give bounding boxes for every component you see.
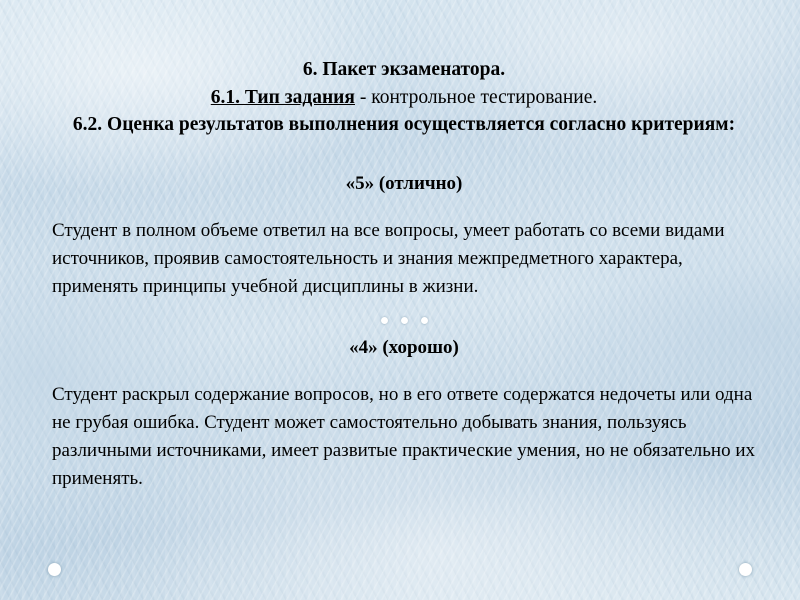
- grade-label-5: «5» (отлично): [345, 173, 463, 195]
- heading-line-2: [52, 84, 756, 112]
- spacer: [52, 359, 756, 381]
- spacer: [52, 195, 756, 217]
- slide-content: [52, 56, 756, 493]
- dot-icon: [381, 317, 388, 324]
- slide-heading: [52, 56, 756, 139]
- heading-line-1: 6. Пакет экзаменатора.: [302, 59, 506, 80]
- bullet-dot-icon-left: [48, 563, 61, 576]
- grade-description-4: Студент раскрыл содержание вопросов, но в его ответе содержатся недочеты или одна не грубая ошибка. Студент может самостоятельно добывать знания, пользуясь различными источниками, имеет развитые практические умения, но не обязательно их применять.: [52, 383, 756, 489]
- heading-line-3: 6.2. Оценка результатов выполнения осуществляется согласно критериям:: [72, 114, 736, 136]
- heading-line-2-rest: - контрольное тестирование.: [354, 86, 598, 108]
- bullet-dot-icon-right: [739, 563, 752, 576]
- dot-separator-icon: [52, 313, 756, 329]
- dot-icon: [421, 317, 428, 324]
- grade-description-5: Студент в полном объеме ответил на все вопросы, умеет работать со всеми видами источников, проявив самостоятельность и знания межпредметного характера, применять принципы учебной дисциплины в жизни.: [52, 220, 725, 297]
- spacer: [52, 139, 756, 173]
- heading-line-2-bold: 6.1. Тип задания: [210, 86, 355, 108]
- grade-label-4: «4» (хорошо): [349, 336, 459, 358]
- dot-icon: [401, 317, 408, 324]
